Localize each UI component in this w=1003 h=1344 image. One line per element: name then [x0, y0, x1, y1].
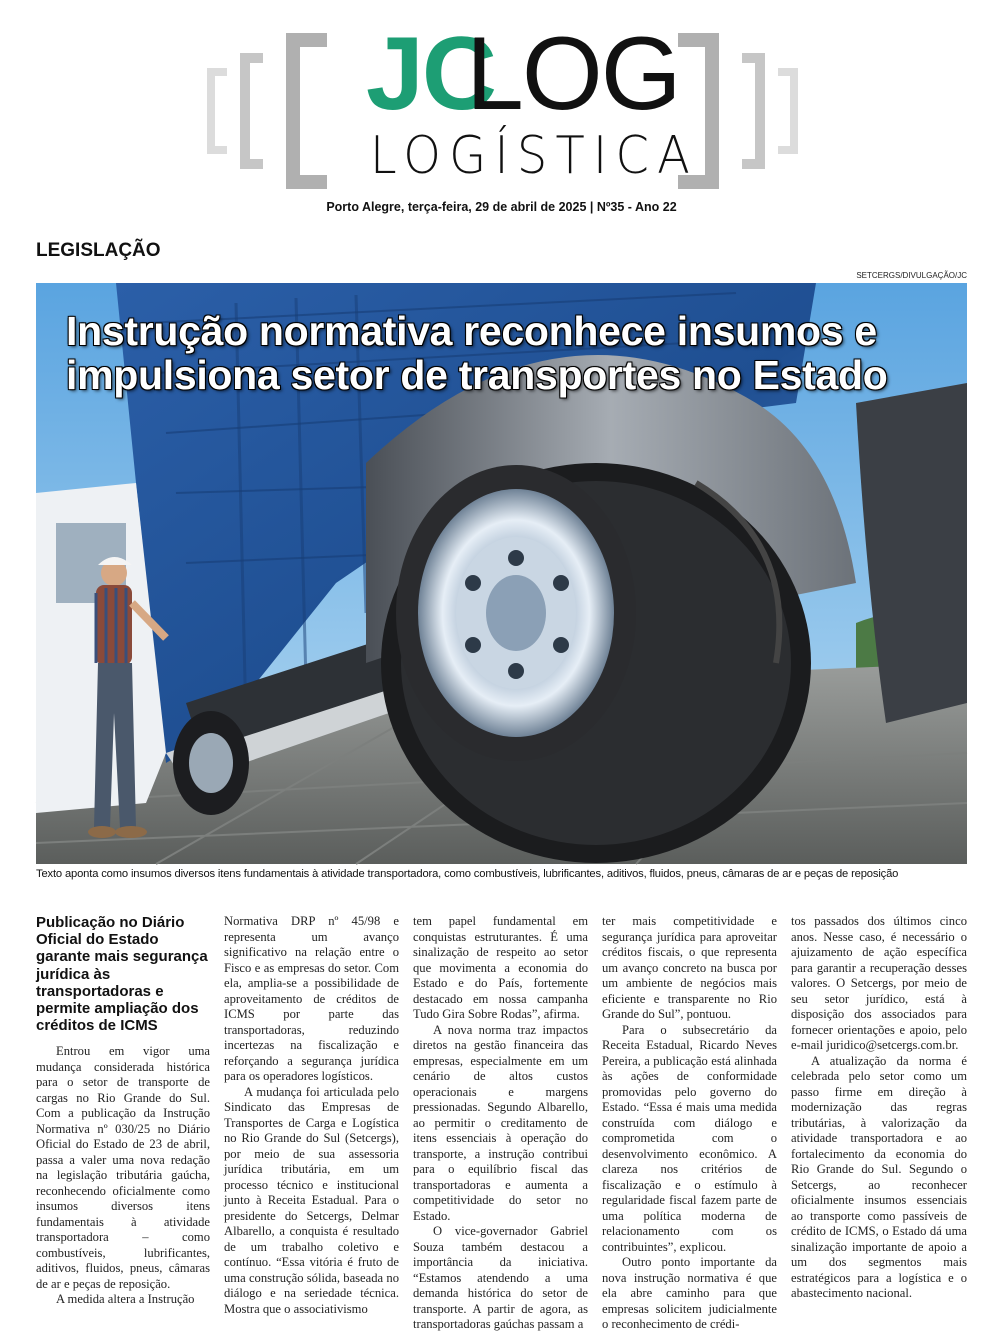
article-column-2: [224, 914, 399, 1314]
article-paragraph: tem papel fundamental em conquistas estruturantes. É uma sinalização de respeito ao setor que movimenta a economia do Estado e do País, fortemente destacado em nossa campanha Tudo Gira Sobre Rodas”, afirma.: [413, 914, 588, 1021]
article-column-4: [602, 914, 777, 1331]
article-paragraph: A nova norma traz impactos diretos na gestão financeira das empresas, especialmente em um cenário de altos custos operacionais e margens pressionadas. Segundo Albarello, ao permitir o creditamento de itens essenciais à operação do transporte, a instrução contribui para o equilíbrio fiscal das transportadoras e aumenta a competitividade do setor no Estado.: [413, 1022, 588, 1223]
tyre-group: [381, 463, 811, 863]
article-paragraph: Entrou em vigor uma mudança considerada histórica para o setor de transporte de cargas no Rio Grande do Sul. Com a publicação da Instrução Normativa nº 030/25 no Diário Oficial do Estado de 23 de abril, passa a valer uma nova redação na legislação tributária gaúcha, reconhecendo oficialmente como insumos diversos itens fundamentais à atividade transportadora – como combustíveis, lubrificantes, aditivos, fluidos, pneus, câmaras de ar e peças de reposição.: [36, 1044, 210, 1291]
article-subhead: Publicação no Diário Oficial do Estado garante mais segurança jurídica às transportadoras e permite ampliação dos créditos de ICMS: [36, 914, 208, 1035]
photo-caption: Texto aponta como insumos diversos itens fundamentais à atividade transportadora, como combustíveis, lubrificantes, aditivos, fluidos, pneus, câmaras de ar e peças de reposição: [36, 868, 899, 880]
article-paragraph: A mudança foi articulada pelo Sindicato das Empresas de Transportes de Carga e Logística no Rio Grande do Sul (Setcergs), por meio de sua assessoria jurídica tributária, em um processo técnico e institucional junto à Receita Estadual. Para o presidente do Setcergs, Delmar Albarello, a conquista é resultado de um trabalho coletivo e contínuo. “Essa vitória é fruto de uma construção sólida, baseada no diálogo e na seriedade técnica. Mostra que o associativismo: [224, 1084, 399, 1316]
article-column-1: [36, 914, 210, 1314]
article-paragraph: A atualização da norma é celebrada pelo setor como um passo firme em direção à modernização das regras tributárias, à valorização da atividade transportadora e ao fortalecimento da economia do Rio Grande do Sul. Segundo o Setcergs, ao reconhecer oficialmente insumos essenciais ao transporte como passíveis de crédito de ICMS, o Estado dá uma sinalização importante de apoio a um dos segmentos mais estratégicos para a logística e o abastecimento nacional.: [791, 1053, 967, 1300]
logo-log: LOG: [466, 16, 680, 132]
article-paragraph: A medida altera a Instrução: [56, 1292, 195, 1307]
headline: Instrução normativa reconhece insumos e impulsiona setor de transportes no Estado: [66, 308, 888, 398]
section-label: LEGISLAÇÃO: [36, 240, 161, 261]
article-column-5: [791, 914, 967, 1314]
logo-jc: JC: [366, 16, 495, 132]
article-paragraph: Normativa DRP nº 45/98 e representa um avanço significativo na relação entre o Fisco e as empresas do setor. Com ela, amplia-se a possibilidade de aproveitamento de créditos de ICMS por parte das transportadoras, reduzindo incertezas na fiscalização e reforçando a segurança jurídica para os operadores logísticos.: [224, 914, 399, 1083]
article-paragraph: tos passados dos últimos cinco anos. Nesse caso, é necessário o ajuizamento de ação específica para garantir a recuperação desses valores. O Setcergs, por meio de seu setor jurídico, está à disposição dos associados para fornecer orientações e apoio, pelo e-mail juridico@setcergs.com.br.: [791, 914, 967, 1052]
article-paragraph: O vice-governador Gabriel Souza também destacou a importância da iniciativa. “Estamos atendendo a uma demanda histórica do setor de transporte. A partir de agora, as transportadoras gaúchas passam a: [413, 1224, 588, 1331]
article-column-3: [413, 914, 588, 1331]
masthead: [0, 0, 1003, 214]
photo-credit: SETCERGS/DIVULGAÇÃO/JC: [856, 271, 967, 280]
article-paragraph: ter mais competitividade e segurança jurídica para aproveitar créditos fiscais, o que representa um avanço concreto na busca por um ambiente de negócios mais eficiente e transparente no Rio Grande do Sul”, pontuou.: [602, 914, 777, 1021]
logo-logistica: LOGÍSTICA: [370, 126, 699, 186]
article-paragraph: Outro ponto importante da nova instrução normativa é que ela abre caminho para que empresas solicitem judicialmente o reconhecimento de crédi-: [602, 1255, 777, 1331]
bracket-left-decoration: [205, 36, 331, 186]
lead-photo: [36, 283, 967, 864]
dateline: Porto Alegre, terça-feira, 29 de abril de 2025 | Nº35 - Ano 22: [326, 200, 677, 214]
article-paragraph: Para o subsecretário da Receita Estadual, Ricardo Neves Pereira, a publicação está alinhada às ações de conformidade promovidas pelo governo do Estado. “Essa é mais uma medida construída com diálogo e comprometida com o desenvolvimento econômico. A clareza nos critérios de fiscalização e o estímulo à regularidade fiscal fazem parte de uma política moderna de relacionamento com os contribuintes”, explicou.: [602, 1022, 777, 1254]
